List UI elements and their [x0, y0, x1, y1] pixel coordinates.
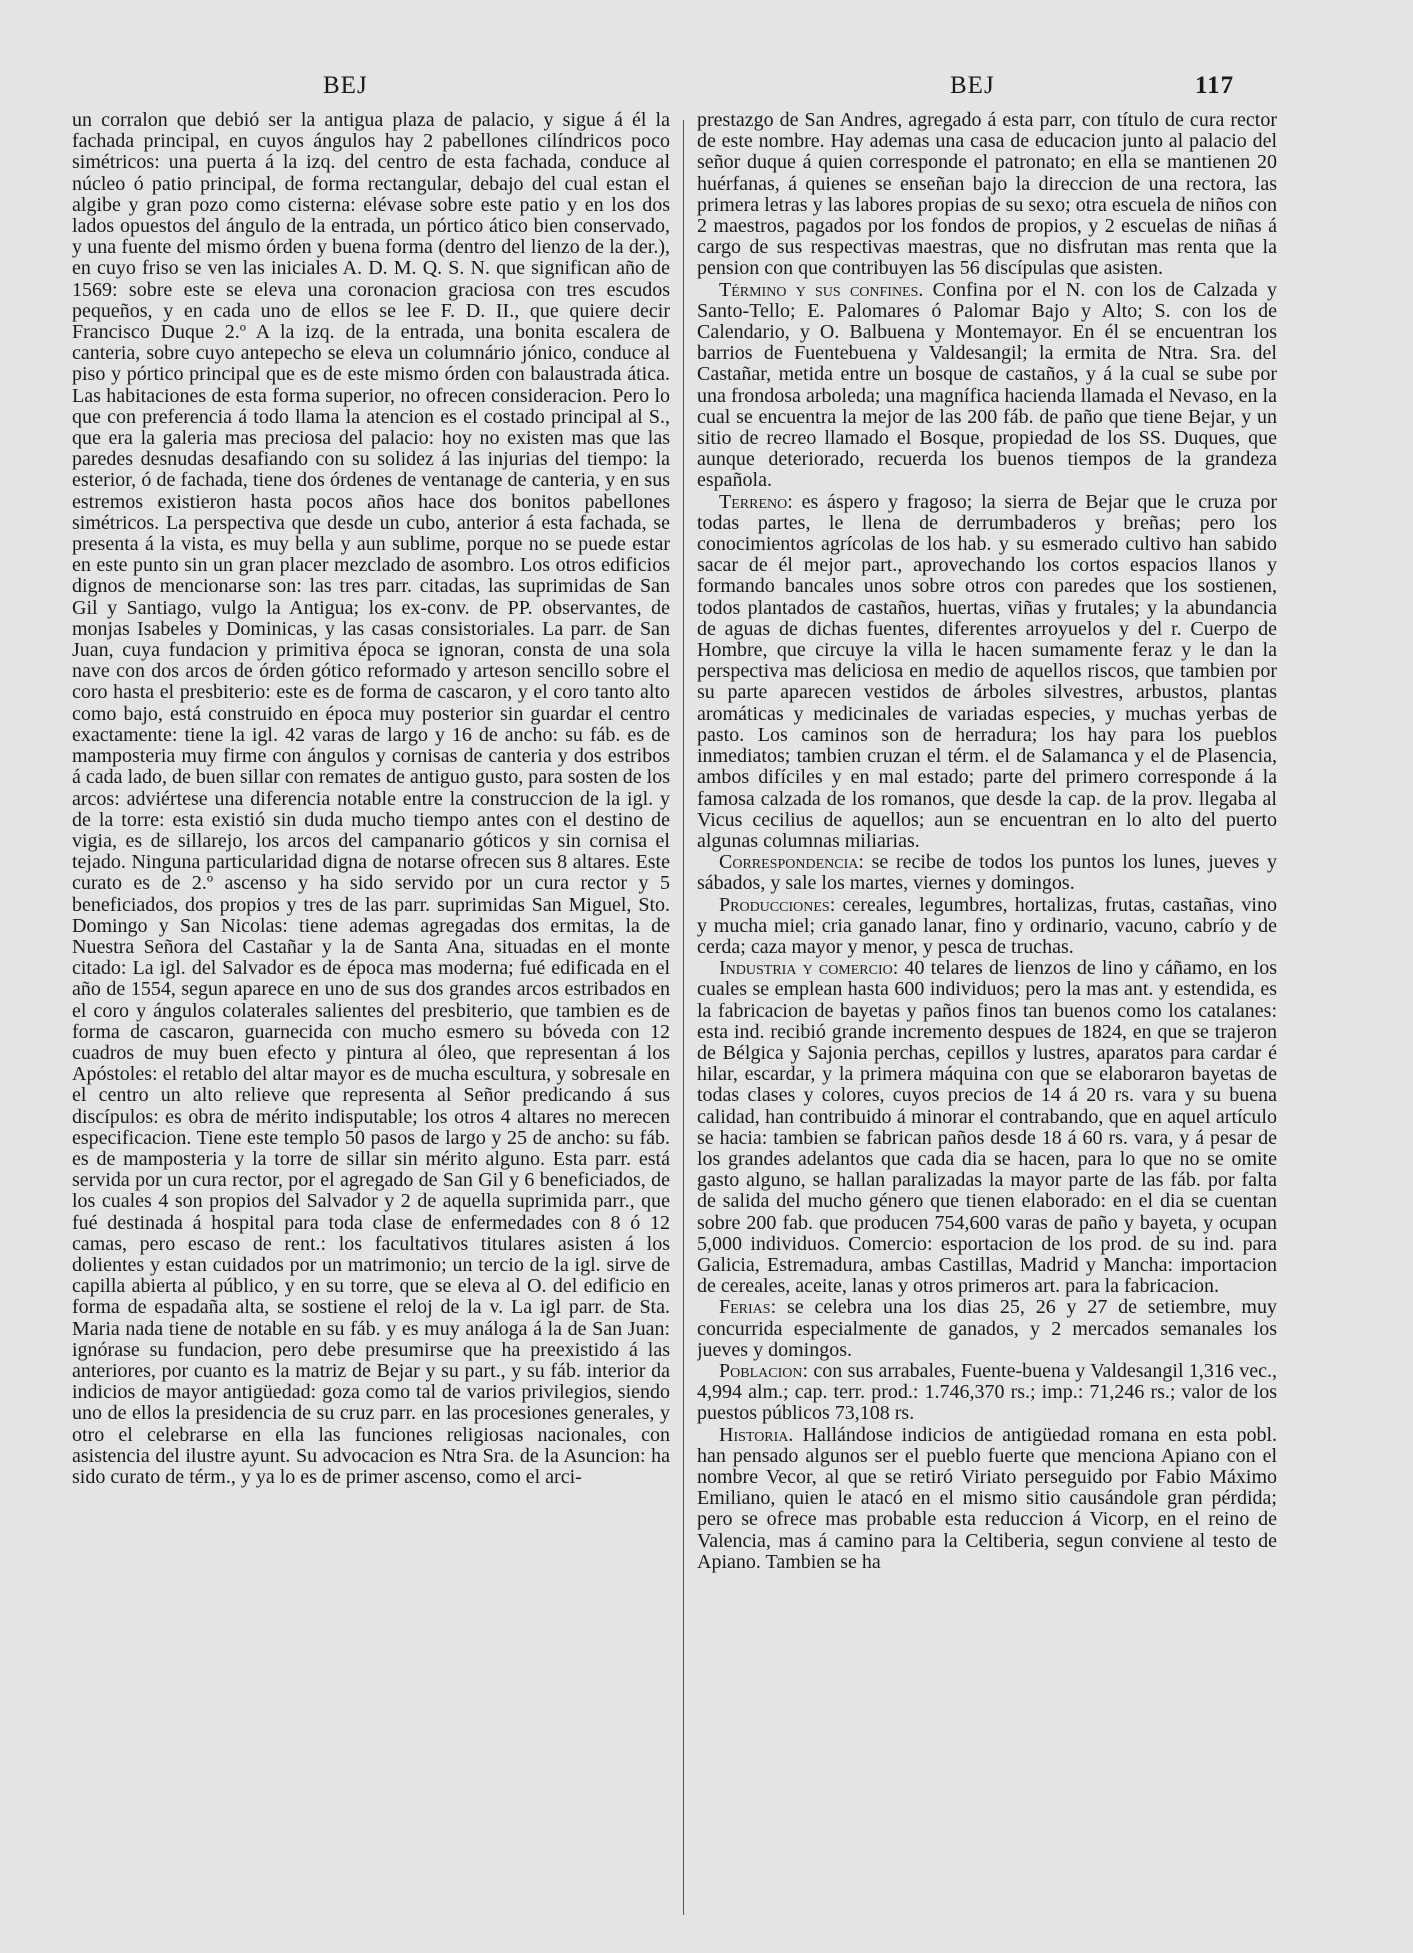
section-heading: Término y sus confines. [719, 278, 924, 301]
section-termino [697, 280, 1277, 492]
section-heading: Terreno [719, 490, 788, 513]
section-industria [697, 958, 1277, 1297]
column-divider [683, 120, 684, 1915]
section-text: : con sus arrabales, Fuente-buena y Valdesangil 1,316 vec., 4,994 alm.; cap. terr. prod.: 1.746,370 rs.; imp.: 71,246 rs.; valor de los puestos públicos 73,108 rs. [697, 1359, 1277, 1425]
right-column [697, 110, 1277, 1930]
section-heading: Poblacion [719, 1359, 803, 1382]
section-ferias [697, 1297, 1277, 1361]
section-text: : se recibe de todos los puntos los lunes, jueves y sábados, y sale los martes, viernes y domingos. [697, 851, 1277, 895]
section-text: : es áspero y fragoso; la sierra de Bejar que le cruza por todas partes, le llena de derrumbaderos y breñas; pero los conocimientos agrícolas de los hab. y su esmerado cultivo han sabido sacar de él mejor part., aprovechando los cortos espacios llanos y formando bancales unos sobre otros con paredes que los sostienen, todos plantados de castaños, huertas, viñas y frutales; y la abundancia de aguas de dichas fuentes, diferentes arroyuelos y del r. Cuerpo de Hombre, que circuye la villa le hacen sumamente feraz y le dan la perspectiva mas deliciosa en medio de aquellos riscos, que tambien por su parte aparecen vestidos de árboles silvestres, arbustos, plantas aromáticas y medicinales de variadas especies, y muchas yerbas de pasto. Los caminos son de herradura; los hay para los pueblos inmediatos; tambien cruzan el térm. el de Salamanca y el de Plasencia, ambos difíciles y en mal estado; parte del primero corresponde á la famosa calzada de los romanos, que desde la cap. de la prov. llegaba al Vicus cecilius de aquellos; aun se encuentran en lo alto del puerto algunas columnas miliarias. [697, 490, 1277, 852]
running-head-left: BEJ [323, 72, 368, 99]
page-number: 117 [1195, 72, 1235, 99]
section-heading: Industria y comercio [719, 957, 893, 980]
section-text: : cereales, legumbres, hortalizas, frutas, castañas, vino y mucha miel; cria ganado lanar, fino y ordinario, vacuno, cabrío y de cerda; caza mayor y menor, y pesca de truchas. [697, 893, 1277, 958]
page-header [70, 72, 1270, 108]
section-producciones [697, 895, 1277, 959]
section-heading: Historia. [719, 1423, 794, 1446]
section-text: Hallándose indicios de antigüedad romana en esta pobl. han pensado algunos ser el pueblo fuerte que menciona Apiano con el nombre Vecor, al que se retiró Viriato perseguido por Fabio Máximo Emiliano, quien le atacó en el mismo sitio causándole gran pérdida; pero se ofrece mas probable esta reduccion á Vicorp, en el reino de Valencia, mas á camino para la Celtiberia, segun conviene al testo de Apiano. Tambien se ha [697, 1423, 1277, 1573]
section-historia [697, 1425, 1277, 1573]
section-heading: Ferias [719, 1296, 771, 1319]
left-column [72, 110, 670, 1930]
right-column-intro: prestazgo de San Andres, agregado á esta parr, con título de cura rector de este nombre. Hay ademas una casa de educacion junto al palacio del señor duque á quien corresponde el patronato; en ella se mantienen 20 huérfanas, á quienes se enseñan bajo la direccion de una rectora, las primera letras y las labores propias de su sexo; otra escuela de niños con 2 maestros, pagados por los fondos de propios, y 2 escuelas de niñas á cargo de sus respectivas maestras, que no disfrutan mas renta que la pension con que contribuyen las 56 discípulas que asisten. [697, 110, 1277, 280]
running-head-right: BEJ [950, 72, 995, 99]
left-column-text: un corralon que debió ser la antigua plaza de palacio, y sigue á él la fachada principal, en cuyos ángulos hay 2 pabellones cilíndricos poco simétricos: una puerta á la izq. del centro de esta fachada, conduce al núcleo ó patio principal, de forma rectangular, debajo del cual estan el algibe y gran pozo como cisterna: elévase sobre este patio y en los dos lados opuestos del ángulo de la entrada, un pórtico ático bien conservado, y una fuente del mismo órden y buena forma (dentro del lienzo de la der.), en cuyo friso se ven las iniciales A. D. M. Q. S. N. que significan año de 1569: sobre este se eleva una coronacion graciosa con tres escudos pequeños, y en cada uno de ellos se lee F. D. II., que quiere decir Francisco Duque 2.º A la izq. de la entrada, una bonita escalera de canteria, sobre cuyo antepecho se eleva un columnário jónico, conduce al piso y pórtico principal que es de este mismo órden con balaustrada ática. Las habitaciones de esta forma superior, no ofrecen consideracion. Pero lo que con preferencia á todo llama la atencion es el costado principal al S., que era la galeria mas preciosa del palacio: hoy no existen mas que las paredes desnudas desafiando con su solidez á las injurias del tiempo: la esterior, ó de fachada, tiene dos órdenes de ventanage de canteria, y en sus estremos existieron hasta pocos años hace dos bonitos pabellones simétricos. La perspectiva que desde un cubo, anterior á esta fachada, se presenta á la vista, es muy bella y aun sublime, porque no se puede estar en este punto sin un gran placer mezclado de asombro. Los otros edificios dignos de mencionarse son: las tres parr. citadas, las suprimidas de San Gil y Santiago, vulgo la Antigua; los ex-conv. de PP. observantes, de monjas Isabeles y Dominicas, y las casas consistoriales. La parr. de San Juan, cuya fundacion y primitiva época se ignoran, consta de una sola nave con dos arcos de órden gótico reformado y arteson sencillo sobre el coro hasta el presbiterio: este es de forma de cascaron, y el coro tanto alto como bajo, está construido en época muy posterior sin guardar el centro exactamente: tiene la igl. 42 varas de largo y 16 de ancho: su fáb. es de mamposteria muy firme con ángulos y cornisas de canteria y dos estribos á cada lado, de buen sillar con remates de antiguo gusto, para sosten de los arcos: adviértese una diferencia notable entre la construccion de la igl. y de la torre: esta existió sin duda mucho tiempo antes con el destino de vigia, es de sillarejo, los arcos del campanario góticos y sin cornisa el tejado. Ninguna particularidad digna de notarse ofrecen sus 8 altares. Este curato es de 2.º ascenso y ha sido servido por un cura rector y 5 beneficiados, dos propios y tres de las parr. suprimidas San Miguel, Sto. Domingo y San Nicolas: tiene ademas agregadas dos ermitas, la de Nuestra Señora del Castañar y la de Santa Ana, situadas en el monte citado: La igl. del Salvador es de época mas moderna; fué edificada en el año de 1554, segun aparece en uno de sus dos grandes arcos estribados en el coro y ángulos colaterales salientes del presbiterio, que tambien es de forma de cascaron, guarnecida con mucho esmero su bóveda con 12 cuadros de muy buen efecto y pintura al óleo, que representan á los Apóstoles: el retablo del altar mayor es de mucha escultura, y sobresale en el centro un alto relieve que representa al Señor predicando á sus discípulos: es obra de mérito indisputable; los otros 4 altares no merecen especificacion. Tiene este templo 50 pasos de largo y 25 de ancho: su fáb. es de mamposteria y la torre de sillar sin mérito alguno. Esta parr. está servida por un cura rector, por el agregado de San Gil y 6 beneficiados, de los cuales 4 son propios del Salvador y 2 de aquella suprimida parr., que fué destinada á hospital para toda clase de enfermedades con 8 ó 12 camas, pero escaso de rent.: los facultativos titulares asisten á los dolientes y estan cuidados por un matrimonio; un tercio de la igl. sirve de capilla abierta al público, y en su torre, que se eleva al O. del edificio en forma de espadaña alta, se sostiene el reloj de la v. La igl parr. de Sta. Maria nada tiene de notable en su fáb. y es muy análoga á la de San Juan: ignórase su fundacion, pero debe presumirse que ha preexistido á las anteriores, por cuanto es la matriz de Bejar y su part., y su fáb. interior da indicios de mayor antigüedad: goza como tal de varios privilegios, siendo uno de ellos la presidencia de su cruz parr. en las procesiones generales, y otro el celebrarse en ella las funciones religiosas nacionales, con asistencia del ilustre ayunt. Su advocacion es Ntra Sra. de la Asuncion: ha sido curato de térm., y ya lo es de primer ascenso, como el arci- [72, 110, 670, 1488]
section-terreno [697, 492, 1277, 852]
section-text: Confina por el N. con los de Calzada y Santo-Tello; E. Palomares ó Palomar Bajo y Alto; S. con los de Calendario, y O. Balbuena y Montemayor. En él se encuentran los barrios de Fuentebuena y Valdesangil; la ermita de Ntra. Sra. del Castañar, metida entre un bosque de castaños, y á la cual se sube por una frondosa arboleda; una magnífica hacienda llamada el Nevaso, en la cual se encuentra la mejor de las 200 fáb. de paño que tiene Bejar, y un sitio de recreo llamado el Bosque, propiedad de los SS. Duques, que aunque deteriorado, recuerda los buenos tiempos de la grandeza española. [697, 278, 1277, 492]
section-heading: Producciones [719, 893, 830, 916]
section-heading: Correspondencia [719, 851, 859, 874]
section-poblacion [697, 1361, 1277, 1425]
section-text: : 40 telares de lienzos de lino y cáñamo, en los cuales se emplean hasta 600 individuos; pero la mas ant. y estendida, es la fabricacion de bayetas y paños finos tan buenos como los catalanes: esta ind. recibió grande incremento despues de 1824, en que se trajeron de Bélgica y Sajonia perchas, cepillos y lustres, aparatos para cardar é hilar, escardar, y la primera máquina con que se elaboraron bayetas de todas clases y colores, cuyos precios de 14 á 20 rs. vara y su buena calidad, han contribuido á minorar el contrabando, que en aquel artículo se hacia: tambien se fabrican paños desde 18 á 60 rs. vara, y á pesar de los grandes adelantos que cada dia se hacen, para lo que no se omite gasto alguno, se hallan paralizadas la mayor parte de las fáb. por falta de salida del mucho género que tienen elaborado: en el dia se cuentan sobre 200 fab. que producen 754,600 varas de paño y bayeta, y ocupan 5,000 individuos. Comercio: esportacion de los prod. de su ind. para Galicia, Estremadura, ambas Castillas, Madrid y Mancha: importacion de cereales, aceite, lanas y otros primeros art. para la fabricacion. [697, 957, 1277, 1298]
section-correspondencia [697, 852, 1277, 894]
section-text: : se celebra una los dias 25, 26 y 27 de setiembre, muy concurrida especialmente de ganados, y 2 mercados semanales los jueves y domingos. [697, 1296, 1277, 1361]
